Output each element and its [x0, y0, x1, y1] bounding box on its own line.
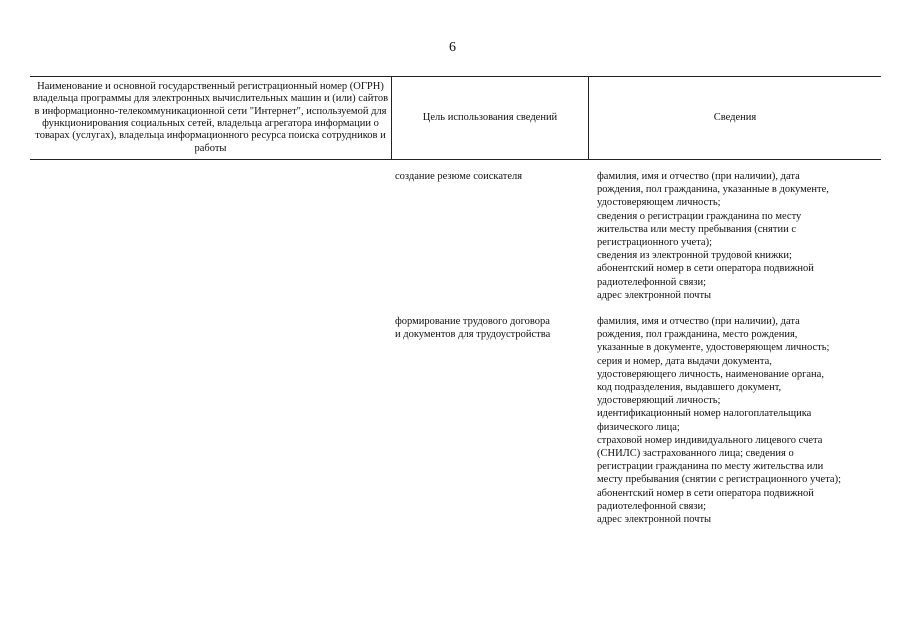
purpose-cell: формирование трудового договора и документов для трудоустройства	[395, 316, 551, 341]
info-cell: фамилия, имя и отчество (при наличии), дата рождения, пол гражданина, указанные в документе, удостоверяющем личность; сведения о регистрации гражданина по месту жительства или месту пребывания (снятии с регистрационного учета); сведения из электронной трудовой книжки; абонентский номер в сети оператора подвижной радиотелефонной связи; адрес электронной почты	[597, 171, 829, 301]
header-owner: Наименование и основной государственный регистрационный номер (ОГРН) владельца программы для электронных вычислительных машин и (или) сайтов в информационно-телекоммуникационной сети "Интернет", используемой для функционирования социальных сетей, владельца агрегатора информации о товарах (услугах), владельца информационного ресурса поиска сотрудников и работы	[32, 81, 389, 154]
purpose-cell: создание резюме соискателя	[395, 171, 523, 182]
table-row	[30, 305, 881, 565]
table-row	[30, 160, 881, 305]
data-table	[30, 76, 881, 565]
table-body	[30, 160, 881, 565]
header-purpose: Цель использования сведений	[391, 77, 588, 159]
table-header-row	[30, 76, 881, 160]
header-info: Сведения	[588, 77, 881, 159]
info-cell: фамилия, имя и отчество (при наличии), дата рождения, пол гражданина, место рождения, указанные в документе, удостоверяющем личность; серия и номер, дата выдачи документа, удостоверяющего личность, наименование органа, код подразделения, выдавшего документ, удостоверяющий личность; идентификационный номер налогоплательщика физического лица; страховой номер индивидуального лицевого счета (СНИЛС) застрахованного лица; сведения о регистрации гражданина по месту жительства или месту пребывания (снятии с регистрационного учета); абонентский номер в сети оператора подвижной радиотелефонной связи; адрес электронной почты	[597, 316, 841, 526]
page-number: 6	[449, 40, 456, 55]
